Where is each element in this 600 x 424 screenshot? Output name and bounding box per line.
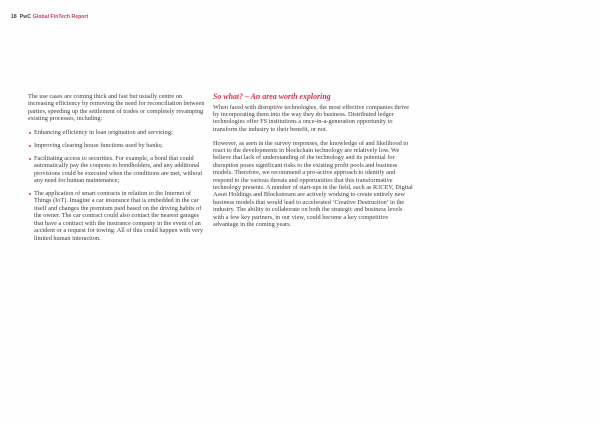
body-paragraph: When faced with disruptive technologies, the most effective companies thrive by incorporating them into the way they do business. Distributed ledger technologies offer FS institutions a once-in-a-generation opportunity to transform the industry to their benefit, or not. bbox=[213, 103, 410, 133]
left-text-column bbox=[28, 93, 206, 247]
right-text-column bbox=[213, 92, 414, 235]
body-paragraph: However, as seen in the survey responses, the knowledge of and likelihood to react to the developments in blockchain technology are relatively low. We believe that lack of understanding of the technology and its potential for disruption poses significant risks to the existing profit pools and business models. Therefore, we recommend a pro-active approach to identify and respond to the various threats and opportunities that this transformative technology presents. A number of start-ups in the field, such as R3CEV, Digital Asset Holdings and Blockstream are actively working to create entirely new business models that would lead to accelerated ‘Creative Destruction’ in the industry. The ability to collaborate on both the strategic and business levels with a few key partners, in our view, could become a key competitive advantage in the coming years. bbox=[213, 139, 413, 229]
bullet-text: Facilitating access to securities. For example, a bond that could automatically pay the coupons to bondholders, and any additional provisions could be executed when the conditions are met, without any need for human maintenance; bbox=[34, 154, 203, 185]
page-number: 18 bbox=[11, 14, 17, 20]
bullet-marker bbox=[29, 145, 31, 147]
intro-paragraph: The use cases are coming thick and fast but usually centre on increasing efficiency by removing the need for reconciliation between parties, speeding up the settlement of trades or completely revamping existing processes, including: bbox=[28, 93, 205, 123]
list-item bbox=[28, 155, 206, 185]
list-item bbox=[28, 142, 206, 149]
section-heading: So what? – An area worth exploring bbox=[213, 92, 331, 101]
bullet-marker bbox=[29, 193, 31, 195]
bullet-text: Improving clearing house functions used by banks; bbox=[34, 142, 163, 150]
bullet-marker bbox=[29, 158, 31, 160]
bullet-text: The application of smart contracts in relation to the Internet of Things (IoT). Imagine a car insurance that is embedded in the car itself and changes the premium paid based on the driving habits of the owner. The car contract could also contact the nearest garages that have a contract with the insurance company in the event of an accident or a request for towing. All of this could happen with very limited human interaction. bbox=[34, 190, 204, 242]
list-item bbox=[28, 190, 206, 242]
brand-name: PwC bbox=[19, 14, 31, 20]
running-header bbox=[11, 14, 88, 20]
use-case-bullet-list bbox=[28, 129, 206, 242]
list-item bbox=[28, 129, 206, 136]
bullet-marker bbox=[29, 132, 31, 134]
report-title: Global FinTech Report bbox=[32, 14, 89, 20]
bullet-text: Enhancing efficiency in loan origination and servicing; bbox=[34, 129, 173, 137]
